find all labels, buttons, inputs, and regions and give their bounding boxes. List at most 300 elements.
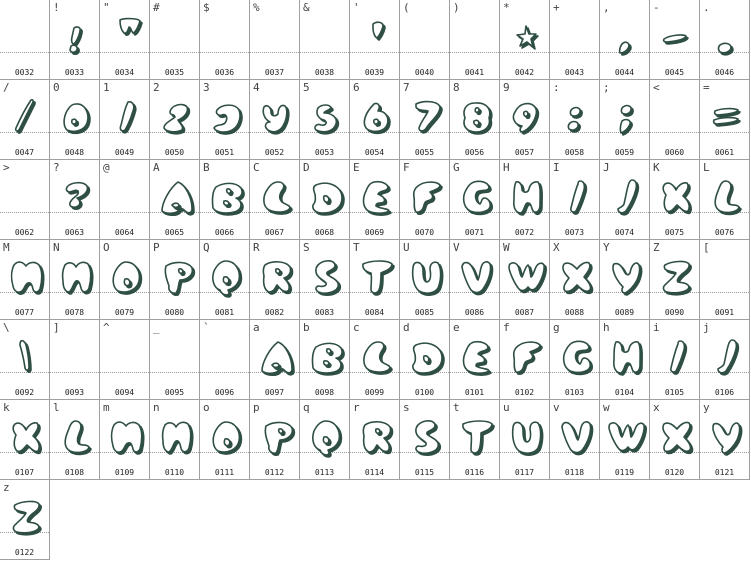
- glyph-code-label: 0065: [164, 228, 185, 237]
- glyph-char-label: I: [553, 161, 560, 174]
- glyph-shape: [65, 421, 89, 452]
- glyph-code-label: 0084: [364, 308, 385, 317]
- glyph-cell: [100, 400, 150, 480]
- glyph-cell: [300, 0, 350, 80]
- glyph-char-label: D: [303, 161, 310, 174]
- glyph-cell: [500, 0, 550, 80]
- glyph-code-label: 0074: [614, 228, 635, 237]
- glyph-code-label: 0047: [14, 148, 35, 157]
- glyph-char-label: 8: [453, 81, 460, 94]
- glyph-char-label: #: [153, 1, 160, 14]
- glyph-char-label: z: [3, 481, 10, 494]
- baseline-guide: [0, 212, 49, 213]
- glyph-cell: [550, 80, 600, 160]
- glyph-cell: [500, 80, 550, 160]
- glyph-char-label: V: [453, 241, 460, 254]
- glyph-char-label: ?: [53, 161, 60, 174]
- baseline-guide: [150, 52, 199, 53]
- glyph-char-label: j: [703, 321, 710, 334]
- glyph-char-label: g: [553, 321, 560, 334]
- glyph-char-label: \: [3, 321, 10, 334]
- glyph-char-label: 9: [503, 81, 510, 94]
- glyph-cell: [50, 240, 100, 320]
- glyph-char-label: r: [353, 401, 360, 414]
- glyph-code-label: 0068: [314, 228, 335, 237]
- glyph-code-label: 0037: [264, 68, 285, 77]
- glyph-code-label: 0085: [414, 308, 435, 317]
- glyph-char-label: +: [553, 1, 560, 14]
- glyph-cell: [200, 80, 250, 160]
- glyph-cell: [100, 240, 150, 320]
- glyph-cell: [300, 160, 350, 240]
- glyph-char-label: n: [153, 401, 160, 414]
- glyph-char-label: u: [503, 401, 510, 414]
- glyph-cell: [50, 0, 100, 80]
- baseline-guide: [650, 132, 699, 133]
- glyph-code-label: 0055: [414, 148, 435, 157]
- glyph-cell: [650, 0, 700, 80]
- glyph-char-label: `: [203, 321, 210, 334]
- glyph-cell: [400, 240, 450, 320]
- glyph-code-label: 0094: [114, 388, 135, 397]
- glyph-cell: [250, 240, 300, 320]
- glyph-code-label: 0088: [564, 308, 585, 317]
- glyph-char-label: >: [3, 161, 10, 174]
- glyph-char-label: Z: [653, 241, 660, 254]
- glyph-char-label: $: [203, 1, 210, 14]
- glyph-char-label: 7: [403, 81, 410, 94]
- glyph-char-label: x: [653, 401, 660, 414]
- glyph-code-label: 0079: [114, 308, 135, 317]
- glyph-code-label: 0069: [364, 228, 385, 237]
- glyph-char-label: e: [453, 321, 460, 334]
- glyph-char-label: l: [53, 401, 60, 414]
- glyph-char-label: 4: [253, 81, 260, 94]
- baseline-guide: [0, 52, 49, 53]
- glyph-char-label: &: [303, 1, 310, 14]
- glyph-cell: [0, 240, 50, 320]
- glyph-code-label: 0092: [14, 388, 35, 397]
- glyph-shape: [363, 261, 392, 293]
- glyph-code-label: 0117: [514, 468, 535, 477]
- glyph-cell: [200, 320, 250, 400]
- glyph-char-label: 5: [303, 81, 310, 94]
- glyph-char-label: S: [303, 241, 310, 254]
- glyph-code-label: 0087: [514, 308, 535, 317]
- glyph-cell: [550, 400, 600, 480]
- glyph-shape: [416, 102, 440, 131]
- glyph-char-label: ): [453, 1, 460, 14]
- glyph-code-label: 0046: [714, 68, 735, 77]
- glyph-shape: [223, 277, 228, 283]
- glyph-cell: [500, 400, 550, 480]
- glyph-code-label: 0064: [114, 228, 135, 237]
- glyph-char-label: H: [503, 161, 510, 174]
- glyph-char-label: ,: [603, 1, 610, 14]
- glyph-code-label: 0044: [614, 68, 635, 77]
- glyph-cell: [600, 0, 650, 80]
- glyph-code-label: 0067: [264, 228, 285, 237]
- glyph-char-label: ": [103, 1, 110, 14]
- glyph-cell: [150, 0, 200, 80]
- glyph-cell: [200, 0, 250, 80]
- glyph-cell: [700, 160, 750, 240]
- glyph-shape: [64, 104, 88, 131]
- glyph-cell: [200, 240, 250, 320]
- glyph-cell: [250, 400, 300, 480]
- glyph-shape: [63, 262, 91, 292]
- glyph-cell: [700, 400, 750, 480]
- glyph-shape: [671, 341, 685, 372]
- glyph-cell: [100, 80, 150, 160]
- glyph-shape: [120, 102, 133, 131]
- glyph-cell: [200, 160, 250, 240]
- glyph-cell: [350, 400, 400, 480]
- glyph-cell: [300, 400, 350, 480]
- glyph-code-label: 0102: [514, 388, 535, 397]
- glyph-code-label: 0040: [414, 68, 435, 77]
- glyph-shape: [463, 421, 492, 453]
- glyph-shape: [113, 262, 139, 292]
- glyph-char-label: /: [3, 81, 10, 94]
- glyph-char-label: U: [403, 241, 410, 254]
- glyph-char-label: 0: [53, 81, 60, 94]
- glyph-cell: [600, 160, 650, 240]
- glyph-char-label: ^: [103, 321, 110, 334]
- glyph-code-label: 0072: [514, 228, 535, 237]
- glyph-code-label: 0112: [264, 468, 285, 477]
- glyph-shape: [312, 343, 342, 373]
- glyph-cell: [650, 80, 700, 160]
- glyph-code-label: 0115: [414, 468, 435, 477]
- glyph-code-label: 0036: [214, 68, 235, 77]
- glyph-cell: [300, 320, 350, 400]
- glyph-shape: [324, 196, 329, 202]
- glyph-cell: [650, 160, 700, 240]
- glyph-shape: [364, 103, 388, 131]
- glyph-code-label: 0101: [464, 388, 485, 397]
- glyph-code-label: 0100: [414, 388, 435, 397]
- glyph-shape: [663, 261, 689, 292]
- glyph-char-label: =: [703, 81, 710, 94]
- baseline-guide: [300, 52, 349, 53]
- baseline-guide: [100, 372, 149, 373]
- glyph-code-label: 0070: [414, 228, 435, 237]
- glyph-code-label: 0105: [664, 388, 685, 397]
- glyph-shape: [172, 203, 179, 207]
- glyph-cell: [350, 160, 400, 240]
- glyph-cell: [650, 400, 700, 480]
- glyph-cell: [550, 0, 600, 80]
- glyph-cell: [0, 400, 50, 480]
- glyph-shape: [272, 363, 279, 367]
- glyph-char-label: p: [253, 401, 260, 414]
- glyph-shape: [514, 342, 540, 372]
- glyph-char-label: @: [103, 161, 110, 174]
- glyph-shape: [179, 269, 183, 273]
- glyph-char-label: Y: [603, 241, 610, 254]
- glyph-cell: [50, 80, 100, 160]
- glyph-cell: [550, 320, 600, 400]
- glyph-code-label: 0066: [214, 228, 235, 237]
- glyph-cell: [300, 80, 350, 160]
- glyph-cell: [350, 0, 400, 80]
- glyph-code-label: 0089: [614, 308, 635, 317]
- glyph-shape: [715, 181, 739, 212]
- glyph-char-label: T: [353, 241, 360, 254]
- glyph-cell: [400, 160, 450, 240]
- glyph-shape: [324, 361, 329, 365]
- glyph-code-label: 0120: [664, 468, 685, 477]
- glyph-shape: [327, 349, 331, 353]
- glyph-cell: [350, 240, 400, 320]
- glyph-char-label: s: [403, 401, 410, 414]
- glyph-code-label: 0093: [64, 388, 85, 397]
- glyph-char-label: o: [203, 401, 210, 414]
- glyph-cell: [450, 160, 500, 240]
- glyph-shape: [224, 201, 229, 205]
- glyph-cell: [500, 320, 550, 400]
- glyph-cell: [100, 0, 150, 80]
- glyph-char-label: .: [703, 1, 710, 14]
- glyph-code-label: 0049: [114, 148, 135, 157]
- glyph-shape: [513, 422, 541, 453]
- glyph-cell: [700, 240, 750, 320]
- glyph-shape: [124, 279, 129, 286]
- glyph-code-label: 0058: [564, 148, 585, 157]
- glyph-code-label: 0122: [14, 548, 35, 557]
- glyph-cell: [150, 80, 200, 160]
- glyph-cell: [250, 80, 300, 160]
- glyph-code-label: 0099: [364, 388, 385, 397]
- glyph-char-label: (: [403, 1, 410, 14]
- glyph-cell: [0, 480, 50, 560]
- glyph-shape: [568, 122, 578, 130]
- glyph-cell: [600, 400, 650, 480]
- glyph-char-label: B: [203, 161, 210, 174]
- glyph-char-label: W: [503, 241, 510, 254]
- glyph-cell: [700, 80, 750, 160]
- glyph-cell: [700, 0, 750, 80]
- glyph-cell: [0, 320, 50, 400]
- glyph-shape: [474, 120, 479, 125]
- glyph-shape: [414, 182, 440, 212]
- glyph-shape: [66, 183, 87, 207]
- glyph-shape: [621, 106, 631, 114]
- glyph-code-label: 0096: [214, 388, 235, 397]
- glyph-cell: [450, 80, 500, 160]
- glyph-code-label: 0078: [64, 308, 85, 317]
- glyph-code-label: 0103: [564, 388, 585, 397]
- glyph-code-label: 0116: [464, 468, 485, 477]
- glyph-shape: [72, 119, 76, 124]
- baseline-guide: [100, 212, 149, 213]
- glyph-code-label: 0098: [314, 388, 335, 397]
- glyph-shape: [13, 501, 39, 532]
- glyph-cell: [350, 320, 400, 400]
- glyph-cell: [0, 160, 50, 240]
- glyph-cell: [400, 320, 450, 400]
- glyph-shape: [618, 180, 636, 213]
- glyph-cell: [550, 240, 600, 320]
- glyph-char-label: Q: [203, 241, 210, 254]
- glyph-char-label: 2: [153, 81, 160, 94]
- glyph-cell: [300, 240, 350, 320]
- glyph-char-label: K: [653, 161, 660, 174]
- glyph-shape: [475, 108, 479, 112]
- glyph-code-label: 0118: [564, 468, 585, 477]
- glyph-char-label: m: [103, 401, 110, 414]
- glyph-char-label: h: [603, 321, 610, 334]
- glyph-char-label: f: [503, 321, 510, 334]
- glyph-code-label: 0061: [714, 148, 735, 157]
- glyph-code-label: 0050: [164, 148, 185, 157]
- glyph-cell: [450, 320, 500, 400]
- glyph-char-label: C: [253, 161, 260, 174]
- glyph-code-label: 0107: [14, 468, 35, 477]
- glyph-code-label: 0076: [714, 228, 735, 237]
- baseline-guide: [200, 372, 249, 373]
- glyph-char-label: F: [403, 161, 410, 174]
- glyph-cell: [700, 320, 750, 400]
- glyph-char-label: :: [553, 81, 560, 94]
- glyph-code-label: 0119: [614, 468, 635, 477]
- glyph-char-label: 6: [353, 81, 360, 94]
- glyph-char-label: w: [603, 401, 610, 414]
- glyph-char-label: J: [603, 161, 610, 174]
- glyph-char-label: R: [253, 241, 260, 254]
- glyph-char-label: O: [103, 241, 110, 254]
- glyph-code-label: 0077: [14, 308, 35, 317]
- glyph-code-label: 0108: [64, 468, 85, 477]
- glyph-code-label: 0097: [264, 388, 285, 397]
- glyph-char-label: <: [653, 81, 660, 94]
- glyph-code-label: 0035: [164, 68, 185, 77]
- glyph-code-label: 0056: [464, 148, 485, 157]
- glyph-cell: [50, 400, 100, 480]
- glyph-code-label: 0054: [364, 148, 385, 157]
- glyph-code-label: 0110: [164, 468, 185, 477]
- glyph-cell: [650, 320, 700, 400]
- glyph-shape: [224, 439, 229, 446]
- glyph-cell: [150, 160, 200, 240]
- glyph-code-label: 0090: [664, 308, 685, 317]
- glyph-cell: [400, 400, 450, 480]
- glyph-char-label: P: [153, 241, 160, 254]
- glyph-code-label: 0033: [64, 68, 85, 77]
- baseline-guide: [550, 52, 599, 53]
- glyph-code-label: 0039: [364, 68, 385, 77]
- glyph-cell: [50, 160, 100, 240]
- glyph-char-label: %: [253, 1, 260, 14]
- glyph-shape: [571, 181, 585, 212]
- glyph-code-label: 0032: [14, 68, 35, 77]
- glyph-char-label: q: [303, 401, 310, 414]
- glyph-code-label: 0063: [64, 228, 85, 237]
- glyph-cell: [650, 240, 700, 320]
- glyph-cell: [400, 80, 450, 160]
- glyph-char-label: k: [3, 401, 10, 414]
- glyph-code-label: 0071: [464, 228, 485, 237]
- glyph-cell: [600, 240, 650, 320]
- glyph-code-label: 0062: [14, 228, 35, 237]
- glyph-code-label: 0053: [314, 148, 335, 157]
- glyph-code-label: 0111: [214, 468, 235, 477]
- glyph-code-label: 0083: [314, 308, 335, 317]
- glyph-cell: [600, 320, 650, 400]
- glyph-char-label: *: [503, 1, 510, 14]
- glyph-cell: [500, 240, 550, 320]
- glyph-char-label: M: [3, 241, 10, 254]
- glyph-shape: [719, 43, 732, 52]
- baseline-guide: [50, 372, 99, 373]
- glyph-shape: [524, 111, 528, 116]
- glyph-code-label: 0034: [114, 68, 135, 77]
- glyph-char-label: E: [353, 161, 360, 174]
- glyph-char-label: -: [653, 1, 660, 14]
- glyph-code-label: 0095: [164, 388, 185, 397]
- glyph-char-label: i: [653, 321, 660, 334]
- glyph-cell: [0, 80, 50, 160]
- glyph-code-label: 0051: [214, 148, 235, 157]
- glyph-char-label: [: [703, 241, 710, 254]
- glyph-code-label: 0052: [264, 148, 285, 157]
- glyph-cell: [450, 240, 500, 320]
- glyph-shape: [416, 421, 438, 453]
- glyph-char-label: 3: [203, 81, 210, 94]
- glyph-code-label: 0038: [314, 68, 335, 77]
- glyph-shape: [323, 437, 328, 443]
- glyph-shape: [227, 189, 231, 193]
- glyph-char-label: t: [453, 401, 460, 414]
- glyph-shape: [376, 429, 380, 433]
- glyph-code-label: 0113: [314, 468, 335, 477]
- glyph-char-label: a: [253, 321, 260, 334]
- glyph-code-label: 0060: [664, 148, 685, 157]
- glyph-cell: [350, 80, 400, 160]
- glyph-code-label: 0080: [164, 308, 185, 317]
- glyph-shape: [424, 356, 429, 362]
- glyph-cell: [100, 160, 150, 240]
- glyph-shape: [718, 340, 736, 373]
- glyph-char-label: y: [703, 401, 710, 414]
- glyph-char-label: L: [703, 161, 710, 174]
- glyph-cell: [600, 80, 650, 160]
- baseline-guide: [700, 292, 749, 293]
- glyph-code-label: 0041: [464, 68, 485, 77]
- glyph-code-label: 0086: [464, 308, 485, 317]
- glyph-char-label: c: [353, 321, 360, 334]
- glyph-shape: [70, 45, 77, 52]
- glyph-char-label: _: [153, 321, 160, 334]
- glyph-cell: [500, 160, 550, 240]
- baseline-guide: [150, 372, 199, 373]
- baseline-guide: [250, 52, 299, 53]
- glyph-cell: [400, 0, 450, 80]
- glyph-code-label: 0059: [614, 148, 635, 157]
- glyph-code-label: 0109: [114, 468, 135, 477]
- glyph-cell: [150, 400, 200, 480]
- glyph-cell: [450, 0, 500, 80]
- glyph-code-label: 0043: [564, 68, 585, 77]
- glyph-cell: [250, 320, 300, 400]
- glyph-shape: [374, 119, 378, 124]
- glyph-code-label: 0106: [714, 388, 735, 397]
- glyph-code-label: 0045: [664, 68, 685, 77]
- glyph-char-label: v: [553, 401, 560, 414]
- glyph-cell: [200, 400, 250, 480]
- glyph-code-label: 0048: [64, 148, 85, 157]
